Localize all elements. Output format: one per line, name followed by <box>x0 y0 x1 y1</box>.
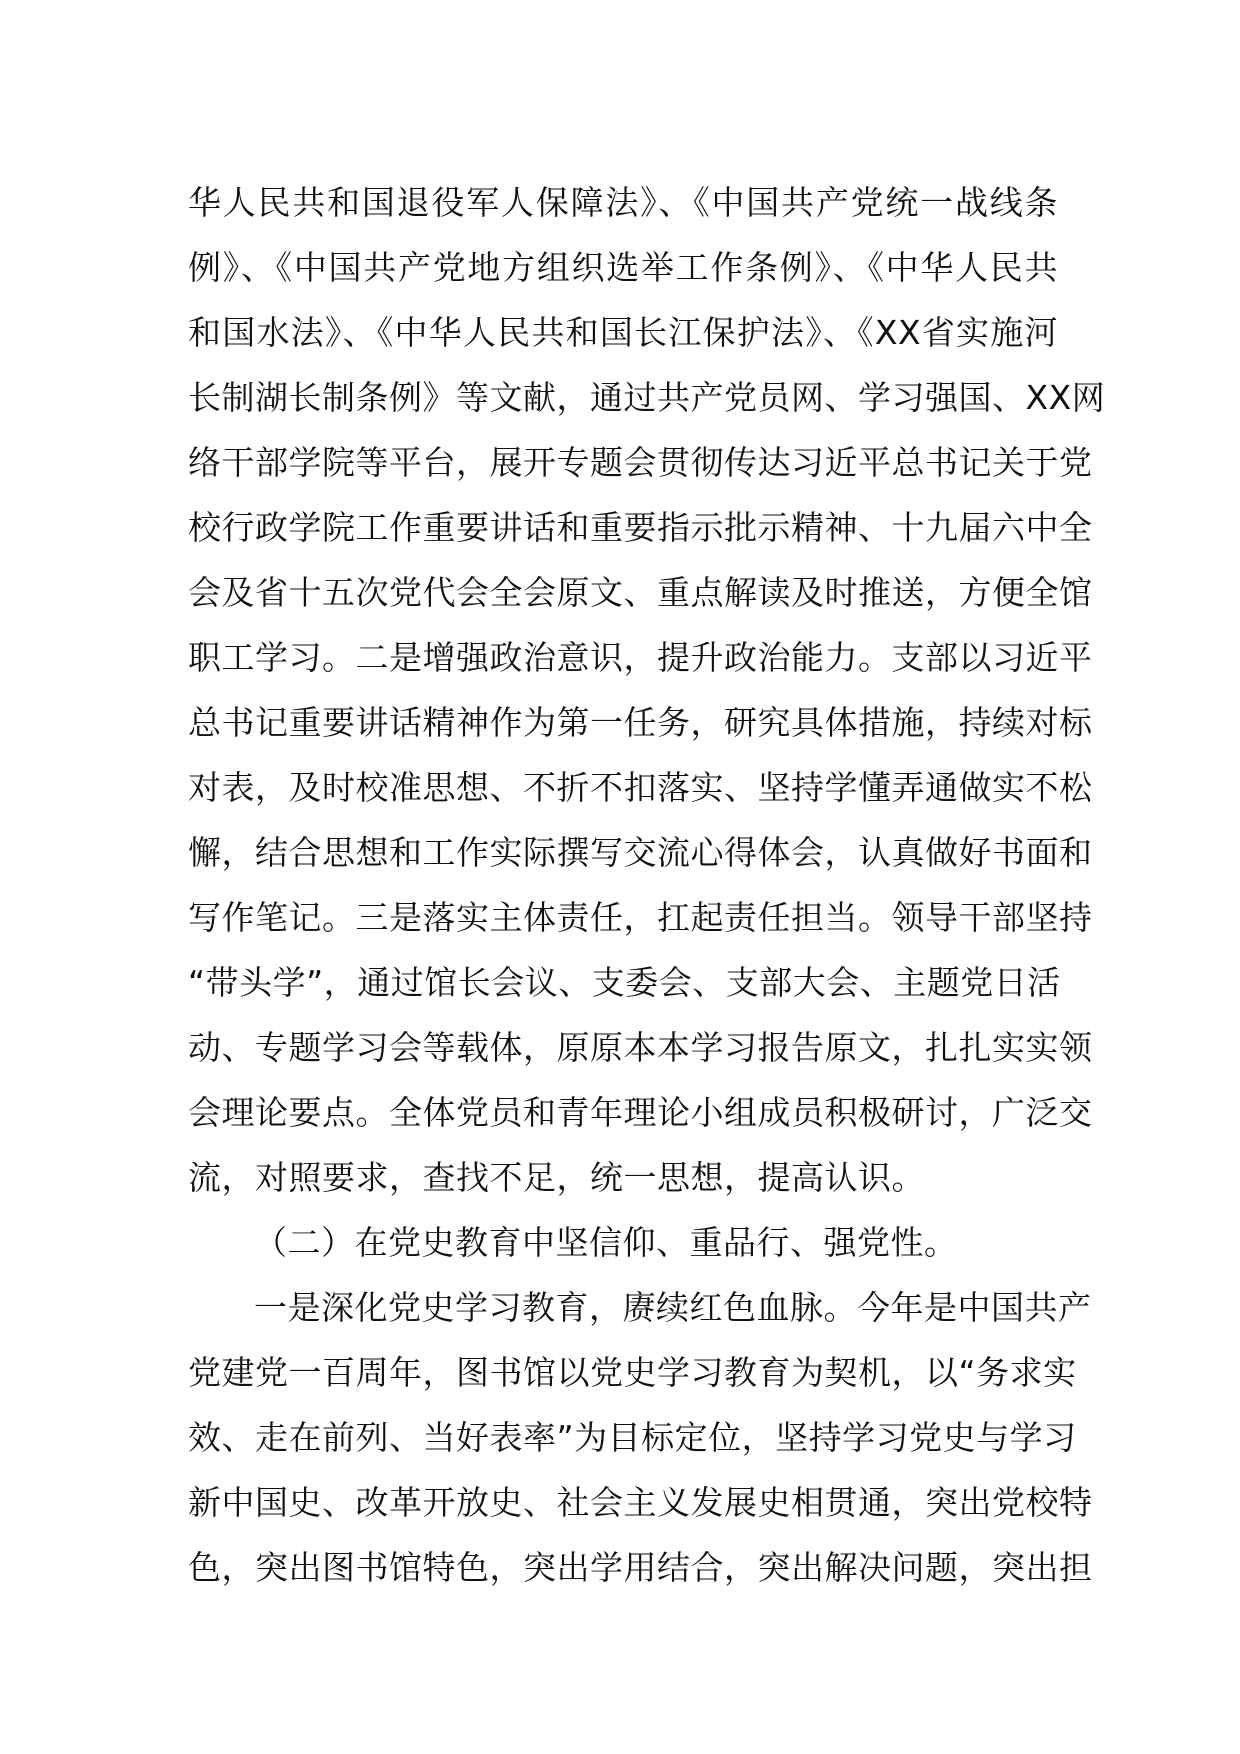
paragraph-line: 络干部学院等平台，展开专题会贯彻传达习近平总书记关于党 <box>188 443 1093 482</box>
paragraph-line: 写作笔记。三是落实主体责任，扛起责任担当。领导干部坚持 <box>188 898 1093 937</box>
document-body <box>188 170 1106 1600</box>
paragraph-line: 职工学习。二是增强政治意识，提升政治能力。支部以习近平 <box>188 638 1093 677</box>
paragraph-line: 总书记重要讲话精神作为第一任务，研究具体措施，持续对标 <box>188 703 1093 742</box>
paragraph-line: 动、专题学习会等载体，原原本本学习报告原文，扎扎实实领 <box>188 1028 1093 1067</box>
paragraph-line: 党建党一百周年，图书馆以党史学习教育为契机，以“务求实 <box>188 1353 1077 1392</box>
paragraph-line: 会及省十五次党代会全会原文、重点解读及时推送，方便全馆 <box>188 573 1093 612</box>
paragraph-line: 一是深化党史学习教育，赓续红色血脉。今年是中国共产 <box>254 1288 1092 1327</box>
paragraph-line: 例》、《中国共产党地方组织选举工作条例》、《中华人民共 <box>188 248 1058 287</box>
paragraph-line: 和国水法》、《中华人民共和国长江保护法》、《XX省实施河 <box>188 313 1058 352</box>
paragraph-line: 华人民共和国退役军人保障法》、《中国共产党统一战线条 <box>188 183 1058 222</box>
paragraph-line: “带头学”，通过馆长会议、支委会、支部大会、主题党日活 <box>188 963 1061 1002</box>
paragraph-line: 会理论要点。全体党员和青年理论小组成员积极研讨，广泛交 <box>188 1093 1093 1132</box>
paragraph-line: 新中国史、改革开放史、社会主义发展史相贯通，突出党校特 <box>188 1483 1093 1522</box>
paragraph-line: 对表，及时校准思想、不折不扣落实、坚持学懂弄通做实不松 <box>188 768 1093 807</box>
paragraph-line: 效、走在前列、当好表率”为目标定位，坚持学习党史与学习 <box>188 1418 1077 1457</box>
paragraph-line: 校行政学院工作重要讲话和重要指示批示精神、十九届六中全 <box>188 508 1093 547</box>
paragraph-line: 流，对照要求，查找不足，统一思想，提高认识。 <box>188 1158 925 1197</box>
paragraph-line: 色，突出图书馆特色，突出学用结合，突出解决问题，突出担 <box>188 1548 1093 1587</box>
paragraph-line: 长制湖长制条例》等文献，通过共产党员网、学习强国、XX网 <box>188 378 1106 417</box>
paragraph-line: 懈，结合思想和工作实际撰写交流心得体会，认真做好书面和 <box>188 833 1093 872</box>
section-heading: （二）在党史教育中坚信仰、重品行、强党性。 <box>254 1223 958 1262</box>
